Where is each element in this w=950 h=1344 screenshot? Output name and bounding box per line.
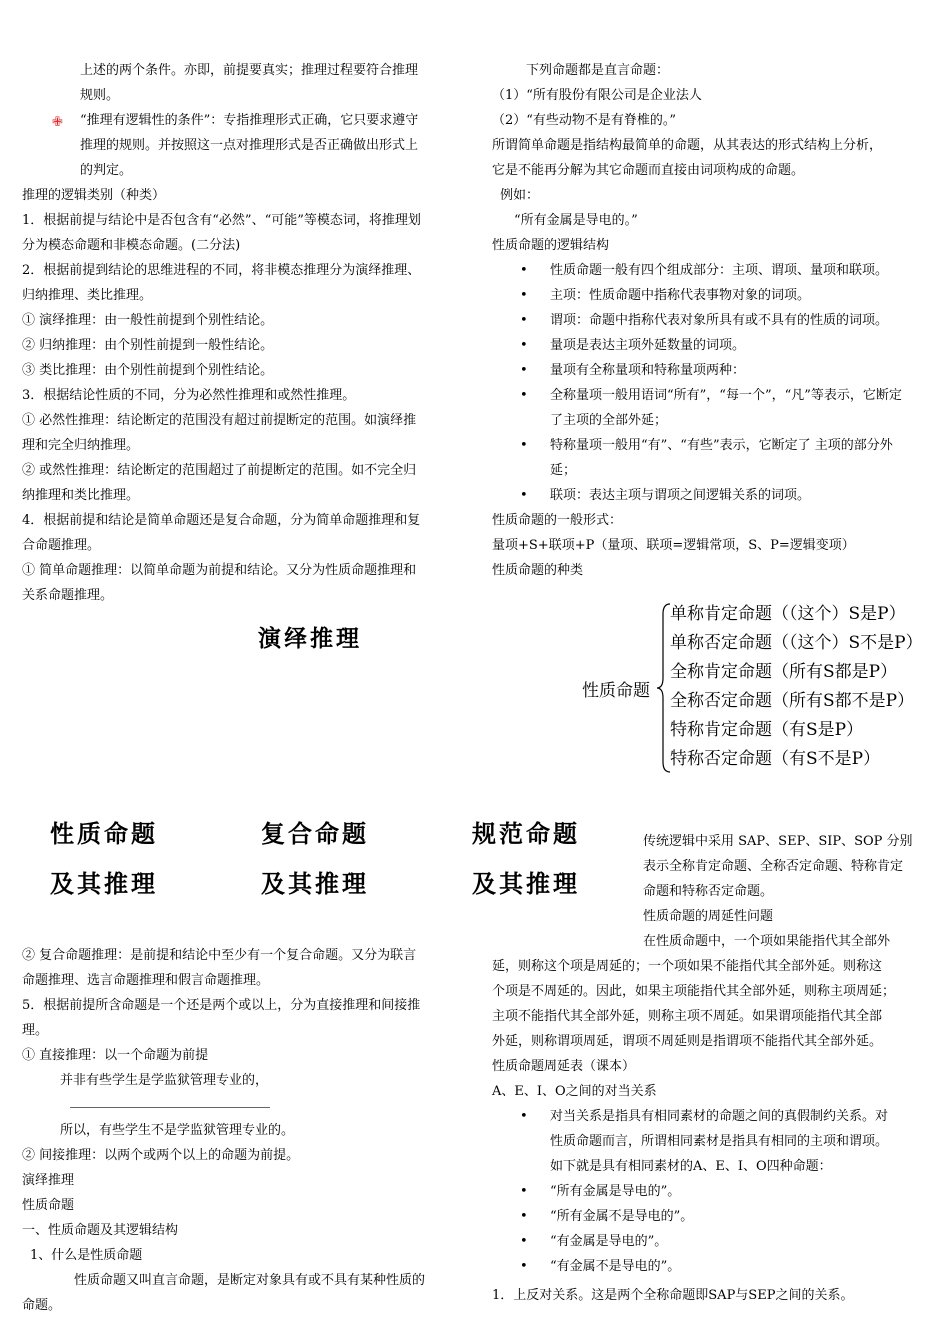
list-item: • 主项：性质命题中指称代表事物对象的词项。 <box>492 283 942 308</box>
heading-deductive-reasoning: 演绎推理 <box>258 626 362 652</box>
text-line: 量项+S+联项+P（量项、联项=逻辑常项，S、P=逻辑变项） <box>492 538 855 553</box>
list-item-continuation-text: 如下就是具有相同素材的A、E、I、O四种命题： <box>550 1159 832 1174</box>
list-item: • 全称量项一般用语词“所有”，“每一个”，“凡”等表示，它断定 <box>492 383 942 408</box>
left-top-column <box>22 58 467 608</box>
heading-categorical-1: 性质命题 <box>50 820 158 848</box>
diagram-item: 全称肯定命题（所有S都是P） <box>670 662 898 682</box>
text-line: 主项不能指代其全部外延，则称主项不周延。如果谓项能指代其全部 <box>492 1009 883 1024</box>
text-line: 性质命题又叫直言命题，是断定对象具有或不具有某种性质的 <box>74 1273 426 1288</box>
text-line: 在性质命题中，一个项如果能指代其全部外 <box>643 934 891 949</box>
text-line: 推理的规则。并按照这一点对推理形式是否正确做出形式上 <box>80 138 419 153</box>
text-line: 上述的两个条件。亦即，前提要真实；推理过程要符合推理 <box>80 63 419 78</box>
text-line: ② 或然性推理：结论断定的范围超过了前提断定的范围。如不完全归 <box>22 463 417 478</box>
list-item: • 谓项：命题中指称代表对象所具有或不具有的性质的词项。 <box>492 308 942 333</box>
diagram-item: 特称肯定命题（有S是P） <box>670 720 864 740</box>
text-line: ① 必然性推理：结论断定的范围没有超过前提断定的范围。如演绎推 <box>22 413 417 428</box>
list-item-continuation <box>492 1154 942 1179</box>
premise-line: 并非有些学生是学监狱管理专业的， <box>60 1073 269 1088</box>
list-item-continuation-text: 了主项的全部外延； <box>550 413 668 428</box>
text-line: 理。 <box>22 1023 49 1038</box>
text-line: 1、什么是性质命题 <box>30 1248 143 1263</box>
diagram-item: 单称肯定命题（（这个）S是P） <box>670 604 906 624</box>
heading-normative-2: 及其推理 <box>472 870 580 898</box>
left-bottom-column <box>22 943 467 1318</box>
text-line: 的判定。 <box>80 163 133 178</box>
text-line: 性质命题的种类 <box>492 563 584 578</box>
list-item: • 量项有全称量项和特称量项两种： <box>492 358 942 383</box>
structure-list <box>492 258 942 508</box>
text-line: 关系命题推理。 <box>22 588 114 603</box>
right-top-column <box>492 58 942 583</box>
list-item: • “所有金属是导电的”。 <box>492 1179 942 1204</box>
text-line: 规则。 <box>80 88 120 103</box>
text-line: 推理的逻辑类别（种类） <box>22 188 166 203</box>
text-line: 演绎推理 <box>22 1173 75 1188</box>
text-line: 理和完全归纳推理。 <box>22 438 140 453</box>
list-item: • 对当关系是指具有相同素材的命题之间的真假制约关系。对 <box>492 1104 942 1129</box>
list-item-continuation-text: 延； <box>550 463 577 478</box>
list-item: • 性质命题一般有四个组成部分：主项、谓项、量项和联项。 <box>492 258 942 283</box>
text-line: 命题和特称否定命题。 <box>643 884 774 899</box>
text-line: ② 间接推理：以两个或两个以上的命题为前提。 <box>22 1148 300 1163</box>
list-item: • “有金属不是导电的”。 <box>492 1254 942 1279</box>
list-item-continuation <box>492 408 942 433</box>
text-line: 分为模态命题和非模态命题。(二分法) <box>22 238 241 253</box>
text-line: 5．根据前提所含命题是一个还是两个或以上，分为直接推理和间接推 <box>22 998 421 1013</box>
heading-compound-1: 复合命题 <box>261 820 369 848</box>
list-item: • 联项：表达主项与谓项之间逻辑关系的词项。 <box>492 483 942 508</box>
text-line: 1．根据前提与结论中是否包含有“必然”、“可能”等模态词，将推理划 <box>22 213 421 228</box>
text-line: 归纳推理、类比推理。 <box>22 288 153 303</box>
diagram-item: 单称否定命题（（这个）S不是P） <box>670 633 923 653</box>
opposition-list <box>492 1104 942 1279</box>
list-item-continuation-text: 性质命题而言，所谓相同素材是指具有相同的主项和谓项。 <box>550 1134 889 1149</box>
text-line: 3．根据结论性质的不同，分为必然性推理和或然性推理。 <box>22 388 356 403</box>
text-line: A、E、I、O之间的对当关系 <box>492 1084 657 1099</box>
heading-categorical-2: 及其推理 <box>50 870 158 898</box>
text-line: 所谓简单命题是指结构最简单的命题，从其表达的形式结构上分析， <box>492 138 883 153</box>
text-line: 命题推理、选言命题推理和假言命题推理。 <box>22 973 270 988</box>
conclusion-line: 所以，有些学生不是学监狱管理专业的。 <box>60 1123 295 1138</box>
text-line: 性质命题周延表（课本） <box>492 1059 636 1074</box>
heading-normative-1: 规范命题 <box>472 820 580 848</box>
list-item-continuation <box>492 458 942 483</box>
text-line: ① 简单命题推理：以简单命题为前提和结论。又分为性质命题推理和 <box>22 563 417 578</box>
right-mid-column <box>643 829 943 929</box>
list-item: • “有金属是导电的”。 <box>492 1229 942 1254</box>
text-line: “所有金属是导电的。” <box>514 213 638 228</box>
diagram-items <box>670 600 923 774</box>
text-line: 性质命题的一般形式： <box>492 513 623 528</box>
text-line: ① 直接推理：以一个命题为前提 <box>22 1048 209 1063</box>
list-item-continuation <box>492 1129 942 1154</box>
heading-compound-2: 及其推理 <box>261 870 369 898</box>
text-line: 纳推理和类比推理。 <box>22 488 140 503</box>
text-line: 1．上反对关系。这是两个全称命题即SAP与SEP之间的关系。 <box>492 1288 854 1303</box>
text-line: 下列命题都是直言命题： <box>526 63 670 78</box>
text-line: 个项是不周延的。因此，如果主项能指代其全部外延，则称主项周延； <box>492 984 896 999</box>
text-line: 例如： <box>500 188 540 203</box>
text-line: 2．根据前提到结论的思维进程的不同，将非模态推理分为演绎推理、 <box>22 263 421 278</box>
right-bottom-column <box>492 929 942 1308</box>
text-line: 合命题推理。 <box>22 538 101 553</box>
list-item: • 量项是表达主项外延数量的词项。 <box>492 333 942 358</box>
text-line: 性质命题 <box>22 1198 75 1213</box>
text-line: 延，则称这个项是周延的；一个项如果不能指代其全部外延。则称这 <box>492 959 883 974</box>
proposition-type-diagram <box>582 600 947 780</box>
text-line: 一、性质命题及其逻辑结构 <box>22 1223 179 1238</box>
inference-rule-line <box>70 1107 270 1108</box>
text-line: （1）“所有股份有限公司是企业法人 <box>492 88 702 103</box>
text-line: 性质命题的周延性问题 <box>643 909 774 924</box>
text-line: ② 复合命题推理：是前提和结论中至少有一个复合命题。又分为联言 <box>22 948 417 963</box>
list-item: • “所有金属不是导电的”。 <box>492 1204 942 1229</box>
text-line: 传统逻辑中采用 SAP、SEP、SIP、SOP 分别 <box>643 834 913 849</box>
list-item: • 特称量项一般用“有”、“有些”表示，它断定了 主项的部分外 <box>492 433 942 458</box>
text-line: ③ 类比推理：由个别性前提到个别性结论。 <box>22 363 274 378</box>
text-line: 命题。 <box>22 1298 62 1313</box>
diagram-item: 全称否定命题（所有S都不是P） <box>670 691 915 711</box>
text-line: ② 归纳推理：由个别性前提到一般性结论。 <box>22 338 274 353</box>
diagram-item: 特称否定命题（有S不是P） <box>670 749 881 769</box>
text-line <box>22 108 467 133</box>
text-line: 外延，则称谓项周延，谓项不周延则是指谓项不能指代其全部外延。 <box>492 1034 883 1049</box>
text-line: 4．根据前提和结论是简单命题还是复合命题，分为简单命题推理和复 <box>22 513 421 528</box>
text-line: 性质命题的逻辑结构 <box>492 238 610 253</box>
flower-icon: ✙ <box>52 115 63 130</box>
text-line: ① 演绎推理：由一般性前提到个别性结论。 <box>22 313 274 328</box>
diagram-root: 性质命题 <box>582 681 650 701</box>
text-line: 它是不能再分解为其它命题而直接由词项构成的命题。 <box>492 163 805 178</box>
text-line: 表示全称肯定命题、全称否定命题、特称肯定 <box>643 859 904 874</box>
text-line: （2）“有些动物不是有脊椎的。” <box>492 113 677 128</box>
text-line-content: “推理有逻辑性的条件”：专指推理形式正确，它只要求遵守 <box>80 113 419 128</box>
